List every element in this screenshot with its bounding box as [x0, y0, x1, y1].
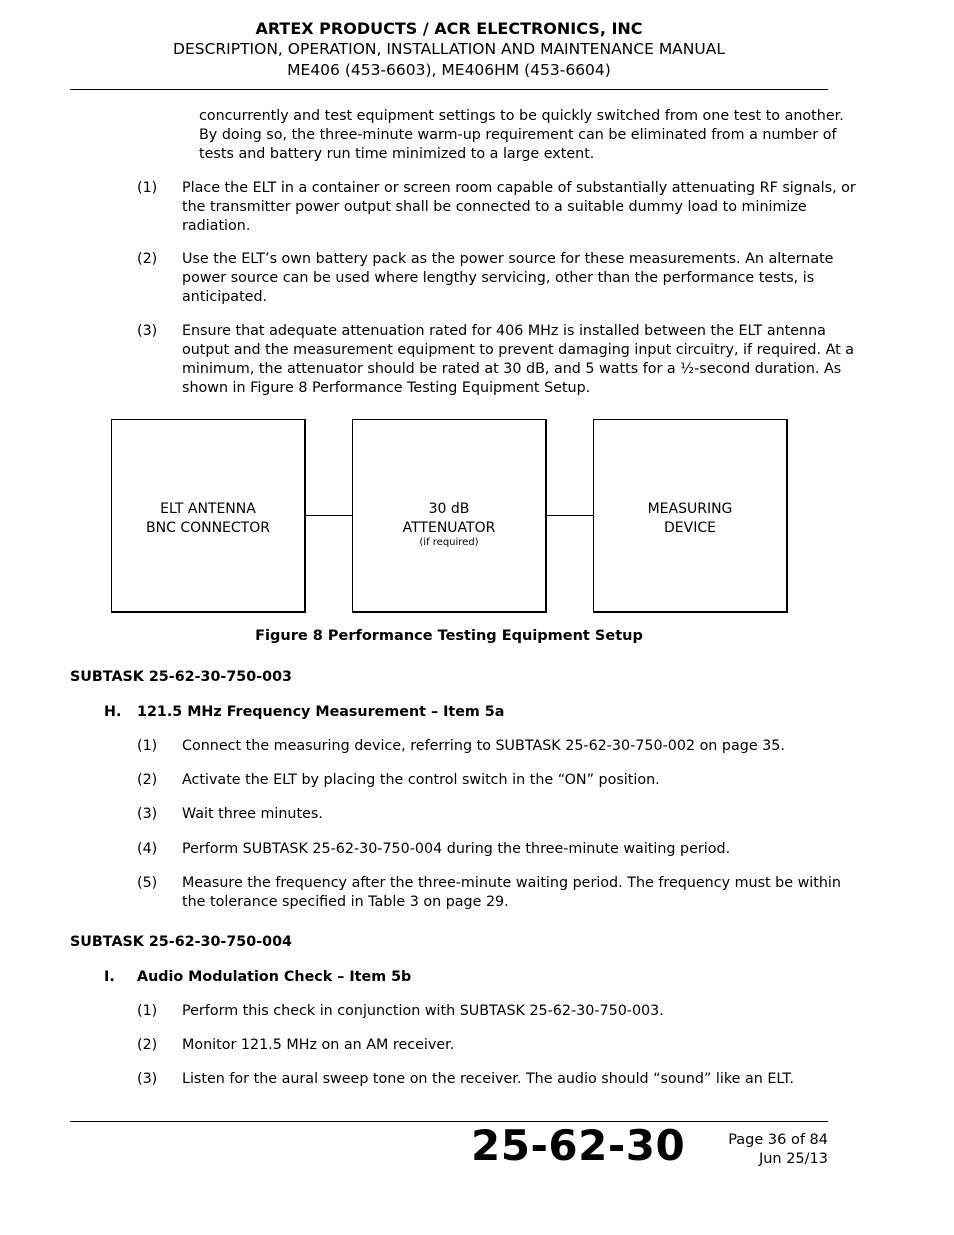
header-company: ARTEX PRODUCTS / ACR ELECTRONICS, INC — [255, 19, 643, 38]
step-number: (1) — [137, 180, 158, 196]
header-rule — [70, 89, 828, 90]
figure-caption: Figure 8 Performance Testing Equipment Setup — [255, 628, 643, 644]
step-line: Wait three minutes. — [182, 806, 323, 822]
intro-line: By doing so, the three-minute warm-up requirement can be eliminated from a number of — [199, 127, 837, 143]
step-line: Measure the frequency after the three-minute waiting period. The frequency must be within — [182, 875, 841, 891]
connector-line — [546, 515, 593, 516]
step-line: radiation. — [182, 218, 251, 234]
attenuator-box — [352, 419, 547, 613]
step-text — [182, 1070, 794, 1089]
page-info — [728, 1131, 828, 1168]
step-text — [182, 771, 660, 790]
section-letter: H. — [104, 704, 122, 720]
box-sublabel: (if required) — [419, 537, 479, 548]
box-label: BNC CONNECTOR — [146, 519, 270, 536]
step-line: Connect the measuring device, referring to SUBTASK 25-62-30-750-002 on page 35. — [182, 738, 785, 754]
section-heading: 121.5 MHz Frequency Measurement – Item 5a — [137, 704, 505, 720]
step-line: Perform this check in conjunction with SUBTASK 25-62-30-750-003. — [182, 1003, 664, 1019]
box-label: MEASURING — [647, 501, 733, 517]
step-line: Monitor 121.5 MHz on an AM receiver. — [182, 1037, 455, 1053]
step-text — [182, 805, 323, 824]
step-number: (2) — [137, 1037, 158, 1053]
step-line: anticipated. — [182, 289, 268, 305]
connector-line — [305, 515, 352, 516]
step-number: (1) — [137, 1003, 158, 1019]
box-label: DEVICE — [664, 519, 716, 536]
step-number: (4) — [137, 841, 158, 857]
subtask-title: SUBTASK 25-62-30-750-003 — [70, 669, 292, 685]
step-number: (1) — [137, 738, 158, 754]
step-text — [182, 874, 841, 912]
step-text — [182, 179, 856, 236]
step-line: minimum, the attenuator should be rated at 30 dB, and 5 watts for a ½-second duration. As — [182, 361, 842, 377]
subtask-title: SUBTASK 25-62-30-750-004 — [70, 934, 292, 950]
header-manual-title: DESCRIPTION, OPERATION, INSTALLATION AND MAINTENANCE MANUAL — [173, 40, 725, 58]
section-heading: Audio Modulation Check – Item 5b — [137, 969, 412, 985]
intro-line: concurrently and test equipment settings to be quickly switched from one test to another. — [199, 108, 844, 124]
footer-rule — [70, 1121, 828, 1122]
step-number: (2) — [137, 772, 158, 788]
elt-antenna-box — [111, 419, 306, 613]
step-line: output and the measurement equipment to prevent damaging input circuitry, if required. At a — [182, 342, 855, 358]
document-code: 25-62-30 — [471, 1121, 686, 1170]
step-line: Ensure that adequate attenuation rated for 406 MHz is installed between the ELT antenna — [182, 323, 826, 339]
step-line: shown in Figure 8 Performance Testing Equipment Setup. — [182, 380, 591, 396]
box-label: ATTENUATOR — [402, 519, 496, 536]
page-number: Page 36 of 84 — [728, 1132, 828, 1148]
step-number: (2) — [137, 251, 158, 267]
step-line: the tolerance specified in Table 3 on page 29. — [182, 894, 509, 910]
step-text — [182, 737, 785, 756]
step-line: the transmitter power output shall be connected to a suitable dummy load to minimize — [182, 199, 807, 215]
section-letter: I. — [104, 969, 115, 985]
box-label: 30 dB — [428, 501, 470, 517]
step-line: power source can be used where lengthy servicing, other than the performance tests, is — [182, 270, 815, 286]
step-line: Use the ELT’s own battery pack as the power source for these measurements. An alternate — [182, 251, 834, 267]
revision-date: Jun 25/13 — [758, 1150, 828, 1167]
step-text — [182, 250, 833, 307]
box-label: ELT ANTENNA — [160, 501, 256, 517]
step-line: Place the ELT in a container or screen room capable of substantially attenuating RF signals, or — [182, 180, 856, 196]
step-line: Activate the ELT by placing the control switch in the “ON” position. — [182, 772, 660, 788]
intro-line: tests and battery run time minimized to a large extent. — [199, 146, 595, 162]
header-models: ME406 (453-6603), ME406HM (453-6604) — [287, 61, 611, 79]
step-text — [182, 322, 854, 398]
step-text — [182, 1036, 454, 1055]
measuring-device-box — [593, 419, 788, 613]
step-text — [182, 840, 730, 859]
step-number: (3) — [137, 1071, 158, 1087]
step-number: (3) — [137, 323, 158, 339]
step-line: Perform SUBTASK 25-62-30-750-004 during the three-minute waiting period. — [182, 841, 731, 857]
step-line: Listen for the aural sweep tone on the receiver. The audio should “sound” like an ELT. — [182, 1071, 794, 1087]
step-number: (3) — [137, 806, 158, 822]
step-text — [182, 1002, 664, 1021]
intro-paragraph — [199, 107, 844, 164]
step-number: (5) — [137, 875, 158, 891]
